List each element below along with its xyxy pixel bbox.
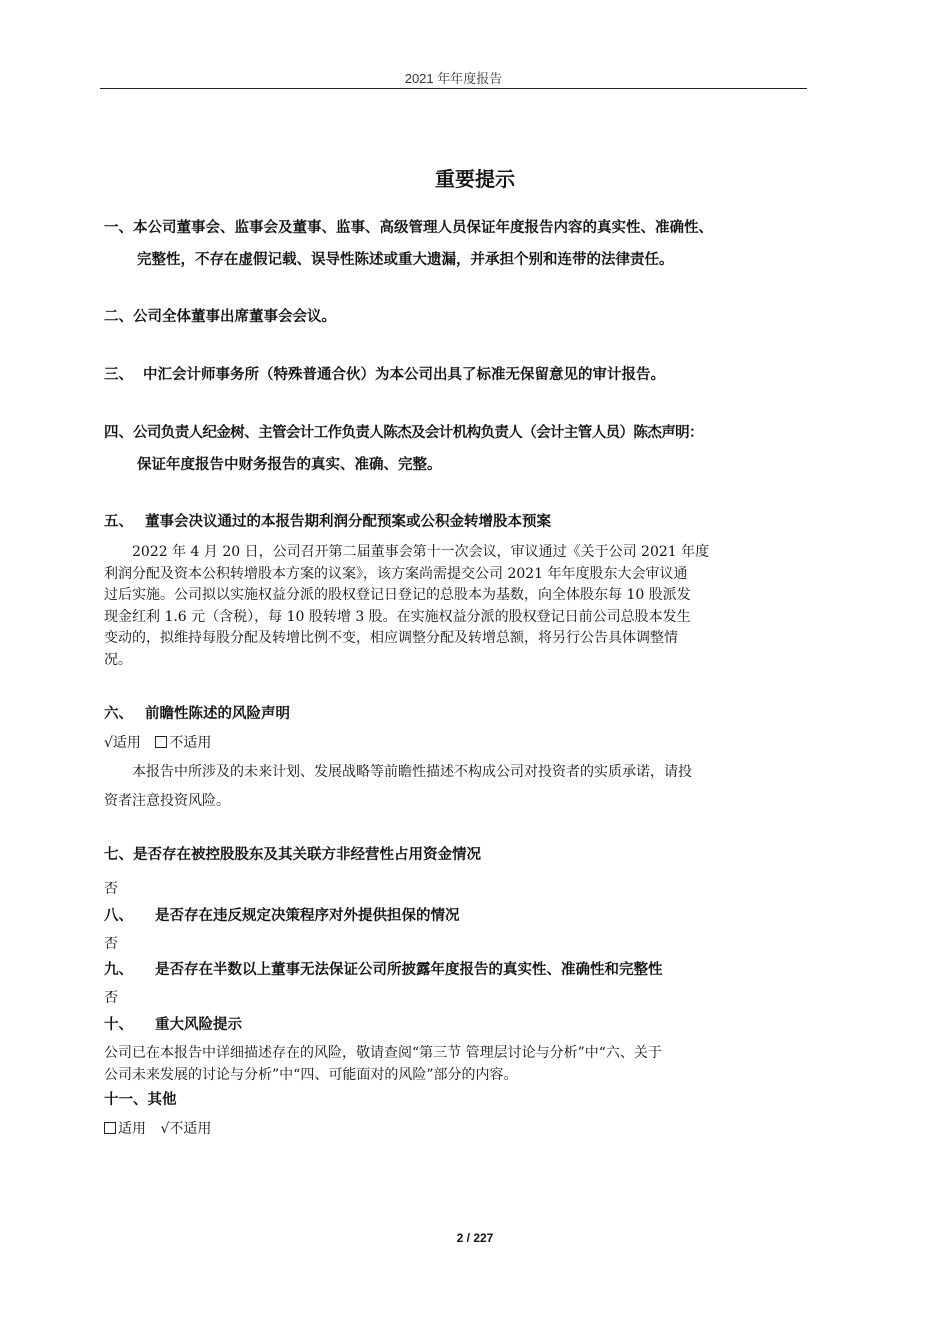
section-11-number: 十一、 (104, 1092, 148, 1108)
section-3 (104, 363, 665, 384)
section-8-heading (104, 904, 460, 925)
section-2 (104, 305, 336, 326)
section-10-heading (104, 1013, 242, 1034)
section-11-title: 其他 (147, 1092, 177, 1108)
section-7-title: 是否存在被控股股东及其关联方非经营性占用资金情况 (133, 847, 481, 863)
section-3-number: 三、 (104, 367, 133, 383)
section-4-text: 公司负责人纪金树、主管会计工作负责人陈杰及会计机构负责人（会计主管人员）陈杰声明： (133, 425, 703, 441)
section-4-line1 (104, 421, 703, 442)
section-2-text: 公司全体董事出席董事会会议。 (133, 309, 336, 325)
section-10-body-line2: 公司未来发展的讨论与分析”中“四、可能面对的风险”部分的内容。 (104, 1067, 518, 1083)
not-applicable-checked-option: √不适用 (160, 1121, 212, 1137)
section-8-answer: 否 (104, 936, 118, 952)
section-10-number: 十、 (104, 1017, 133, 1033)
section-3-text: 中汇会计师事务所（特殊普通合伙）为本公司出具了标准无保留意见的审计报告。 (143, 367, 665, 383)
section-6-body-line2: 资者注意投资风险。 (104, 793, 230, 809)
unchecked-box-icon (104, 1122, 116, 1134)
section-5-title: 董事会决议通过的本报告期利润分配预案或公积金转增股本预案 (145, 514, 551, 530)
section-10-title: 重大风险提示 (155, 1017, 242, 1033)
section-6-number: 六、 (104, 706, 133, 722)
section-11-heading (104, 1088, 177, 1109)
section-5-body-line: 况。 (104, 651, 132, 668)
section-11-options (104, 1119, 211, 1141)
section-5-body-line: 利润分配及资本公积转增股本方案的议案》，该方案尚需提交公司 2021 年年度股东大会审议通 (104, 565, 688, 582)
applicable-option: 适用 (118, 1121, 146, 1137)
section-8-number: 八、 (104, 908, 133, 924)
section-5-body-line: 过后实施。公司拟以实施权益分派的股权登记日登记的总股本为基数，向全体股东每 10 股派发 (104, 587, 691, 603)
header-divider (100, 88, 807, 89)
section-10-body-line1: 公司已在本报告中详细描述存在的风险，敬请查阅“第三节 管理层讨论与分析”中“六、关于 (104, 1045, 662, 1061)
section-6-title: 前瞻性陈述的风险声明 (145, 706, 290, 722)
unchecked-box-icon (155, 736, 167, 748)
section-7-heading (104, 843, 481, 864)
section-9-answer: 否 (104, 990, 118, 1006)
section-1-text: 本公司董事会、监事会及董事、监事、高级管理人员保证年度报告内容的真实性、准确性、 (133, 220, 713, 236)
section-6-heading (104, 702, 290, 723)
not-applicable-option: 不适用 (169, 735, 212, 751)
section-1-number: 一、 (104, 220, 133, 236)
section-6-options (104, 733, 211, 755)
page-header: 2021 年年度报告 (404, 71, 503, 86)
section-1-line2: 完整性，不存在虚假记载、误导性陈述或重大遗漏，并承担个别和连带的法律责任。 (137, 252, 674, 268)
section-9-heading (104, 958, 663, 979)
section-5-heading (104, 510, 551, 531)
section-2-number: 二、 (104, 309, 133, 325)
section-4-line2: 保证年度报告中财务报告的真实、准确、完整。 (137, 457, 442, 473)
section-5-body-line: 现金红利 1.6 元（含税），每 10 股转增 3 股。在实施权益分派的股权登记日前公司总股本发生 (104, 608, 691, 625)
section-6-body-line1: 本报告中所涉及的未来计划、发展战略等前瞻性描述不构成公司对投资者的实质承诺，请投 (104, 764, 692, 780)
section-7-number: 七、 (104, 847, 133, 863)
section-1-line1 (104, 216, 713, 237)
section-4-number: 四、 (104, 425, 133, 441)
section-5-body-line: 2022 年 4 月 20 日，公司召开第二届董事会第十一次会议，审议通过《关于公司 2021 年度 (104, 544, 710, 560)
section-7-answer: 否 (104, 881, 118, 897)
page-title: 重要提示 (435, 167, 515, 191)
section-5-number: 五、 (104, 514, 133, 530)
section-9-title: 是否存在半数以上董事无法保证公司所披露年度报告的真实性、准确性和完整性 (155, 962, 663, 978)
page-number: 2 / 227 (456, 1231, 494, 1245)
section-9-number: 九、 (104, 962, 133, 978)
section-5-body-line: 变动的，拟维持每股分配及转增比例不变，相应调整分配及转增总额，将另行公告具体调整情 (104, 630, 678, 646)
section-8-title: 是否存在违反规定决策程序对外提供担保的情况 (155, 908, 460, 924)
applicable-checked-option: √适用 (104, 735, 141, 751)
section-5-body (104, 542, 709, 671)
